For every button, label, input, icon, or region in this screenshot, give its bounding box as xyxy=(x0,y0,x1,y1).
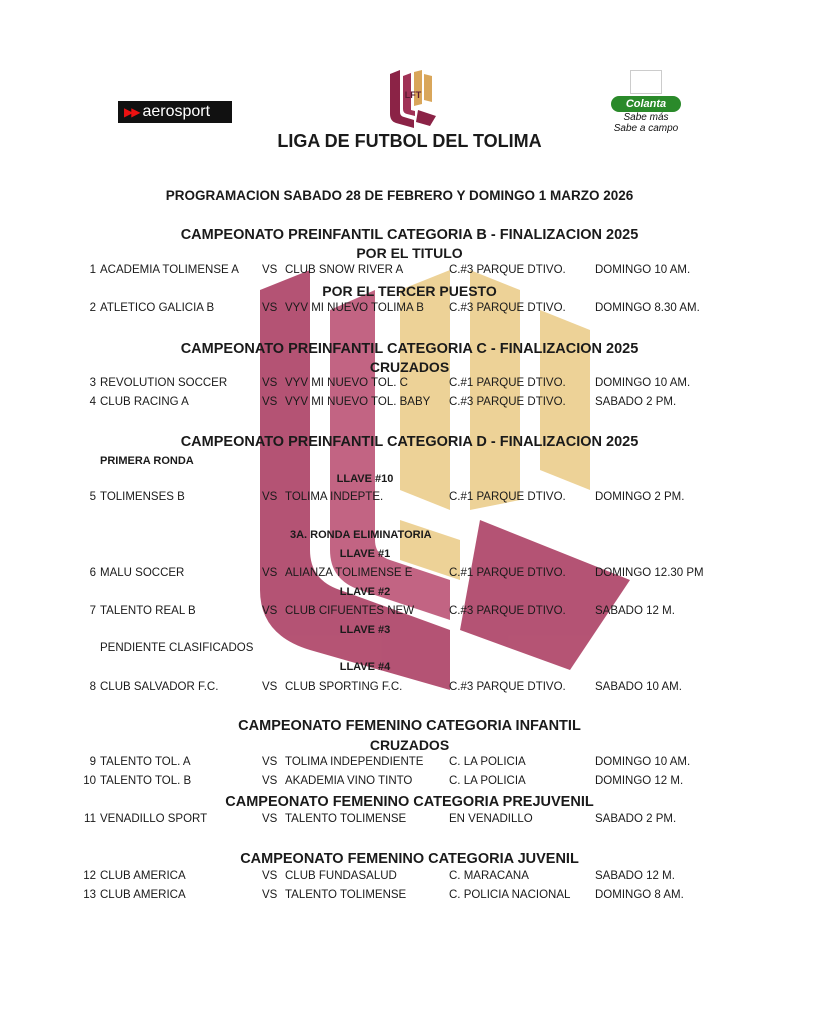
match-home-team: REVOLUTION SOCCER xyxy=(100,377,228,389)
aerosport-mark-icon: ▶▶ xyxy=(124,105,139,119)
match-away-team: ALIANZA TOLIMENSE E xyxy=(285,567,413,579)
match-home-team: TALENTO TOL. A xyxy=(100,756,191,768)
label-3a-ronda: 3A. RONDA ELIMINATORIA xyxy=(290,529,432,541)
match-away-team: CLUB FUNDASALUD xyxy=(285,870,397,882)
match-venue: C.#3 PARQUE DTIVO. xyxy=(449,681,566,693)
match-home-team: CLUB AMERICA xyxy=(100,870,186,882)
subheading-cruzados-c: CRUZADOS xyxy=(369,359,450,375)
match-venue: C. MARACANA xyxy=(449,870,529,882)
pending-classified: PENDIENTE CLASIFICADOS xyxy=(100,642,254,654)
section-heading-prein-d: CAMPEONATO PREINFANTIL CATEGORIA D - FINALIZACION 2025 xyxy=(180,434,639,450)
match-venue: C.#3 PARQUE DTIVO. xyxy=(449,302,566,314)
match-home-team: TOLIMENSES B xyxy=(100,491,185,503)
page-title: LIGA DE FUTBOL DEL TOLIMA xyxy=(277,131,542,151)
match-venue: C.#3 PARQUE DTIVO. xyxy=(449,264,566,276)
match-time: DOMINGO 10 AM. xyxy=(595,377,691,389)
match-home-team: TALENTO REAL B xyxy=(100,605,196,617)
match-vs: VS xyxy=(262,681,278,693)
match-number: 11 xyxy=(84,813,96,825)
match-away-team: CLUB SNOW RIVER A xyxy=(285,264,404,276)
lft-logo xyxy=(388,68,438,130)
match-venue: EN VENADILLO xyxy=(449,813,533,825)
label-llave-2: LLAVE #2 xyxy=(339,586,391,598)
match-number: 3 xyxy=(89,377,96,389)
match-vs: VS xyxy=(262,302,278,314)
label-primera-ronda: PRIMERA RONDA xyxy=(100,455,194,467)
match-venue: C.#3 PARQUE DTIVO. xyxy=(449,605,566,617)
match-vs: VS xyxy=(262,775,278,787)
section-heading-fem-juvenil: CAMPEONATO FEMENINO CATEGORIA JUVENIL xyxy=(240,851,579,867)
colanta-logo xyxy=(606,70,686,140)
subheading-tercer-puesto: POR EL TERCER PUESTO xyxy=(322,283,497,299)
match-vs: VS xyxy=(262,264,278,276)
match-number: 2 xyxy=(89,302,96,314)
colanta-brand: Colanta xyxy=(611,96,681,112)
match-time: DOMINGO 8.30 AM. xyxy=(595,302,700,314)
match-number: 10 xyxy=(83,775,96,787)
match-number: 7 xyxy=(89,605,96,617)
match-venue: C.#1 PARQUE DTIVO. xyxy=(449,377,566,389)
match-time: SABADO 12 M. xyxy=(595,870,675,882)
match-vs: VS xyxy=(262,756,278,768)
match-away-team: VYV MI NUEVO TOLIMA B xyxy=(285,302,424,314)
section-heading-fem-prejuvenil: CAMPEONATO FEMENINO CATEGORIA PREJUVENIL xyxy=(225,794,594,810)
subheading-cruzados-fem: CRUZADOS xyxy=(369,737,450,753)
match-vs: VS xyxy=(262,567,278,579)
match-time: SABADO 12 M. xyxy=(595,605,675,617)
match-away-team: CLUB CIFUENTES NEW xyxy=(285,605,415,617)
label-llave-1: LLAVE #1 xyxy=(339,548,391,560)
match-home-team: ACADEMIA TOLIMENSE A xyxy=(100,264,239,276)
aerosport-text: aerosport xyxy=(142,103,211,120)
match-number: 12 xyxy=(83,870,96,882)
section-heading-fem-infantil: CAMPEONATO FEMENINO CATEGORIA INFANTIL xyxy=(238,718,581,734)
aerosport-logo xyxy=(118,101,232,123)
match-away-team: TALENTO TOLIMENSE xyxy=(285,889,407,901)
match-away-team: TOLIMA INDEPTE. xyxy=(285,491,384,503)
match-home-team: CLUB RACING A xyxy=(100,396,189,408)
match-venue: C. POLICIA NACIONAL xyxy=(449,889,571,901)
match-vs: VS xyxy=(262,491,278,503)
colanta-tagline-1: Sabe más xyxy=(623,112,669,123)
match-time: SABADO 2 PM. xyxy=(595,813,677,825)
label-llave-4: LLAVE #4 xyxy=(339,661,391,673)
match-time: DOMINGO 2 PM. xyxy=(595,491,685,503)
label-llave-10: LLAVE #10 xyxy=(336,473,394,485)
match-number: 1 xyxy=(89,264,96,276)
match-away-team: CLUB SPORTING F.C. xyxy=(285,681,403,693)
match-vs: VS xyxy=(262,889,278,901)
match-away-team: TALENTO TOLIMENSE xyxy=(285,813,407,825)
match-away-team: VYV MI NUEVO TOL. C xyxy=(285,377,408,389)
match-time: DOMINGO 10 AM. xyxy=(595,756,691,768)
match-home-team: ATLETICO GALICIA B xyxy=(100,302,215,314)
match-venue: C.#1 PARQUE DTIVO. xyxy=(449,567,566,579)
match-vs: VS xyxy=(262,605,278,617)
label-llave-3: LLAVE #3 xyxy=(339,624,391,636)
colanta-tagline-2: Sabe a campo xyxy=(613,123,679,134)
section-heading-prein-b: CAMPEONATO PREINFANTIL CATEGORIA B - FINALIZACION 2025 xyxy=(180,227,639,243)
match-home-team: MALU SOCCER xyxy=(100,567,185,579)
match-venue: C.#3 PARQUE DTIVO. xyxy=(449,396,566,408)
cow-icon xyxy=(630,70,662,94)
match-number: 4 xyxy=(89,396,96,408)
match-vs: VS xyxy=(262,377,278,389)
match-away-team: TOLIMA INDEPENDIENTE xyxy=(285,756,424,768)
match-home-team: VENADILLO SPORT xyxy=(100,813,208,825)
match-vs: VS xyxy=(262,396,278,408)
match-number: 5 xyxy=(89,491,96,503)
match-time: SABADO 2 PM. xyxy=(595,396,677,408)
match-vs: VS xyxy=(262,870,278,882)
match-venue: C.#1 PARQUE DTIVO. xyxy=(449,491,566,503)
match-number: 6 xyxy=(89,567,96,579)
match-time: DOMINGO 12 M. xyxy=(595,775,684,787)
match-away-team: VYV MI NUEVO TOL. BABY xyxy=(285,396,431,408)
match-venue: C. LA POLICIA xyxy=(449,756,526,768)
match-number: 8 xyxy=(89,681,96,693)
section-heading-prein-c: CAMPEONATO PREINFANTIL CATEGORIA C - FINALIZACION 2025 xyxy=(180,341,639,357)
match-time: DOMINGO 8 AM. xyxy=(595,889,684,901)
match-time: DOMINGO 12.30 PM xyxy=(595,567,704,579)
match-time: DOMINGO 10 AM. xyxy=(595,264,691,276)
match-home-team: TALENTO TOL. B xyxy=(100,775,192,787)
match-home-team: CLUB SALVADOR F.C. xyxy=(100,681,219,693)
match-number: 9 xyxy=(89,756,96,768)
match-number: 13 xyxy=(83,889,96,901)
logo-text: LFT xyxy=(404,90,422,100)
match-away-team: AKADEMIA VINO TINTO xyxy=(285,775,413,787)
match-home-team: CLUB AMERICA xyxy=(100,889,186,901)
subheading-titulo: POR EL TITULO xyxy=(356,245,463,261)
match-venue: C. LA POLICIA xyxy=(449,775,526,787)
match-time: SABADO 10 AM. xyxy=(595,681,682,693)
programming-heading: PROGRAMACION SABADO 28 DE FEBRERO Y DOMINGO 1 MARZO 2026 xyxy=(165,188,634,203)
match-vs: VS xyxy=(262,813,278,825)
